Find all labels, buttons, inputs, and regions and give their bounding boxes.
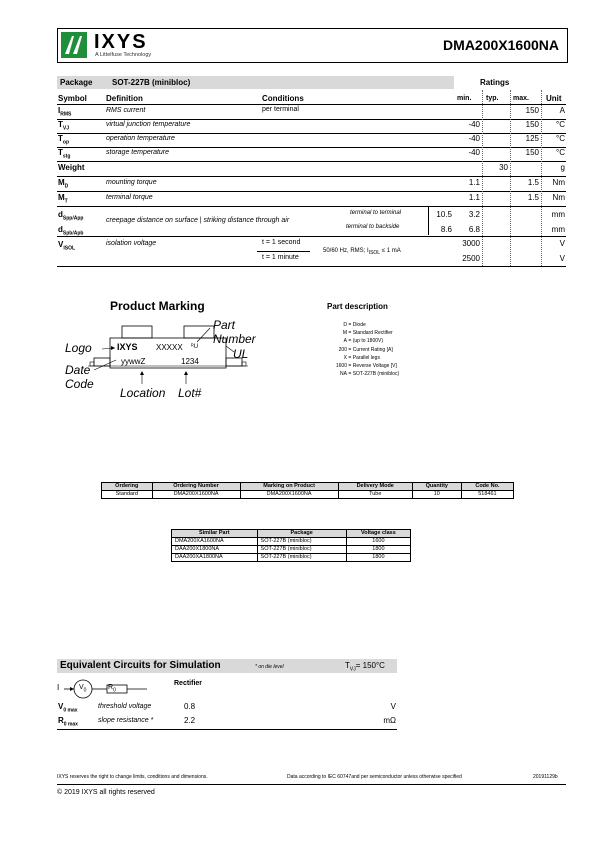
- part-description-item: X = Parallel legs: [343, 354, 380, 361]
- creepage-v2b: 6.8: [468, 225, 480, 234]
- circuit-current-label: I: [57, 683, 60, 692]
- equivalent-unit: mΩ: [383, 716, 396, 725]
- col-min: min.: [457, 95, 472, 102]
- isolation-cond-2: t = 1 minute: [262, 254, 299, 261]
- col-typ: typ.: [486, 95, 499, 102]
- rating-definition: operation temperature: [106, 135, 175, 142]
- equivalent-value: 0.8: [184, 702, 196, 711]
- equivalent-definition: slope resistance *: [98, 717, 154, 724]
- isolation-definition: isolation voltage: [106, 240, 157, 247]
- isolation-min-1: 3000: [462, 239, 480, 248]
- logo-callout: Logo: [65, 341, 92, 355]
- equivalent-title: Equivalent Circuits for Simulation: [60, 660, 221, 671]
- rating-max: 150: [525, 106, 539, 115]
- rating-symbol: $I_{RMS}$: [58, 106, 72, 118]
- table-row: [172, 554, 411, 562]
- rating-max: 1.5: [527, 178, 539, 187]
- table-cell: Tube: [338, 491, 412, 499]
- table-cell: SOT-227B (minibloc): [257, 546, 346, 554]
- part-description-item: A = (up to 1800V): [343, 338, 384, 345]
- logo-text: IXYS: [94, 31, 148, 53]
- part-description-item: 1600 = Reverse Voltage [V]: [335, 363, 397, 369]
- table-header-cell: Quantity: [412, 483, 461, 491]
- equivalent-symbol: $R_{0 max}$: [58, 716, 78, 728]
- rating-definition: RMS current: [106, 107, 146, 114]
- rating-symbol: $M_D$: [58, 178, 69, 190]
- equivalent-unit: V: [390, 702, 396, 711]
- rating-max: 150: [525, 120, 539, 129]
- table-row: [172, 538, 411, 546]
- footer-middle: Data according to IEC 60747and per semiconductor unless otherwise specified: [287, 774, 462, 780]
- rating-definition: mounting torque: [106, 179, 157, 186]
- symbol-d-spp: $d_{Spp/App}$: [58, 210, 84, 222]
- date-callout-1: Date: [65, 363, 91, 377]
- rating-max: 125: [525, 134, 539, 143]
- isolation-cond-mid: 50/60 Hz, RMS; $I_{ISOL} \le 1$ mA: [323, 248, 401, 257]
- table-header-cell: Code No.: [461, 483, 513, 491]
- rating-min: -40: [468, 148, 480, 157]
- symbol-d-spb: $d_{Spb/Apb}$: [58, 225, 84, 237]
- table-row: [102, 491, 514, 499]
- isolation-cond-1: t = 1 second: [262, 239, 301, 246]
- part-description-item: NA = SOT-227B (minibloc): [340, 371, 400, 378]
- rating-symbol: $T_{op}$: [58, 134, 69, 146]
- rating-unit: °C: [556, 120, 565, 129]
- creepage-unit-2: mm: [551, 225, 565, 234]
- isolation-min-2: 2500: [462, 254, 480, 263]
- chip-lot: 1234: [181, 357, 199, 366]
- rating-max: 1.5: [527, 193, 539, 202]
- similar-parts-table: [171, 529, 411, 562]
- table-cell: DMA200XA1600NA: [172, 538, 258, 546]
- col-definition: Definition: [106, 94, 143, 103]
- col-unit: Unit: [546, 94, 562, 103]
- rating-max: 150: [525, 148, 539, 157]
- rating-symbol: $M_T$: [58, 193, 68, 205]
- ordering-table: [101, 482, 514, 499]
- rating-min: -40: [468, 120, 480, 129]
- rating-definition: virtual junction temperature: [106, 121, 191, 128]
- equivalent-symbol: $V_{0 max}$: [58, 702, 78, 714]
- equivalent-bar: [57, 659, 397, 673]
- footer-left: IXYS reserves the right to change limits, conditions and dimensions.: [57, 774, 208, 780]
- rating-unit: Nm: [552, 193, 565, 202]
- creepage-cond-1: terminal to terminal: [350, 210, 402, 216]
- circuit-v0-label: $V_0$: [79, 684, 87, 694]
- part-callout-2: Number: [213, 332, 256, 346]
- rating-symbol: $T_{VJ}$: [58, 120, 70, 132]
- table-cell: 1800: [346, 546, 410, 554]
- package-bar: [57, 76, 454, 89]
- creepage-v1b: 3.2: [468, 210, 480, 219]
- equivalent-definition: threshold voltage: [98, 703, 152, 710]
- equivalent-temp: $T_{VJ}= 150^\circ C$: [345, 661, 385, 673]
- circuit-r0-label: $R_0$: [108, 684, 116, 694]
- part-description-title: Part description: [327, 302, 388, 311]
- isolation-unit-2: V: [559, 254, 565, 263]
- package-value: SOT-227B (minibloc): [112, 78, 191, 87]
- isolation-unit-1: V: [559, 239, 565, 248]
- creepage-v2a: 8.6: [440, 225, 452, 234]
- table-header-cell: Marking on Product: [240, 483, 338, 491]
- rating-definition: storage temperature: [106, 149, 170, 156]
- part-callout-1: Part: [213, 318, 236, 332]
- table-row: [172, 546, 411, 554]
- table-cell: DMA200X1600NA: [240, 491, 338, 499]
- table-cell: DMA200X1600NA: [152, 491, 240, 499]
- table-header-cell: Ordering: [102, 483, 153, 491]
- creepage-cond-2: terminal to backside: [346, 224, 400, 230]
- table-header-cell: Package: [257, 530, 346, 538]
- ul-callout: UL: [233, 347, 249, 361]
- table-header-cell: Voltage class: [346, 530, 410, 538]
- part-description-item: D = Diode: [343, 322, 366, 328]
- chip-part: XXXXX: [156, 343, 183, 352]
- table-cell: 518461: [461, 491, 513, 499]
- creepage-v1a: 10.5: [436, 210, 452, 219]
- table-cell: 1600: [346, 538, 410, 546]
- table-header-cell: Similar Part: [172, 530, 258, 538]
- date-callout-2: Code: [65, 377, 94, 391]
- symbol-v-isol: $V_{ISOL}$: [58, 240, 76, 252]
- part-description-item: 200 = Current Rating [A]: [338, 346, 393, 353]
- col-conditions: Conditions: [262, 94, 304, 103]
- ixys-logo-icon: [61, 32, 87, 58]
- table-cell: 10: [412, 491, 461, 499]
- part-number-title: DMA200X1600NA: [443, 37, 559, 53]
- table-cell: SOT-227B (minibloc): [257, 554, 346, 562]
- part-description-item: M = Standard Rectifier: [342, 330, 393, 337]
- equivalent-note: * on die level: [255, 664, 284, 670]
- document-header: [57, 28, 568, 63]
- rating-unit: Nm: [552, 178, 565, 187]
- table-header-cell: Ordering Number: [152, 483, 240, 491]
- ratings-label: Ratings: [480, 78, 510, 87]
- table-cell: 1800: [346, 554, 410, 562]
- table-header-cell: Delivery Mode: [338, 483, 412, 491]
- rating-min: -40: [468, 134, 480, 143]
- copyright: © 2019 IXYS all rights reserved: [57, 789, 155, 796]
- chip-date: yywwZ: [121, 357, 146, 366]
- creepage-definition: creepage distance on surface | striking distance through air: [106, 217, 290, 224]
- chip-brand: IXYS: [117, 342, 138, 352]
- package-label: Package: [60, 78, 93, 87]
- rating-unit: °C: [556, 148, 565, 157]
- table-cell: SOT-227B (minibloc): [257, 538, 346, 546]
- rating-unit: A: [559, 106, 565, 115]
- creepage-unit-1: mm: [551, 210, 565, 219]
- rating-unit: °C: [556, 134, 565, 143]
- table-cell: DAA200X1800NA: [172, 546, 258, 554]
- location-callout: Location: [120, 386, 166, 400]
- rectifier-label: Rectifier: [174, 680, 203, 687]
- product-marking-title: Product Marking: [110, 299, 205, 313]
- rating-min: 1.1: [468, 193, 480, 202]
- col-symbol: Symbol: [58, 94, 87, 103]
- footer-right: 20191129b: [533, 774, 558, 780]
- lot-callout: Lot#: [178, 386, 202, 400]
- rating-symbol: Weight: [58, 163, 85, 172]
- logo-subtitle: A Littelfuse Technology: [95, 52, 152, 58]
- rating-definition: terminal torque: [106, 194, 153, 201]
- col-max: max.: [513, 95, 529, 102]
- table-cell: Standard: [102, 491, 153, 499]
- chip-ul: ᴿU: [191, 344, 199, 350]
- rating-min: 1.1: [468, 178, 480, 187]
- equivalent-value: 2.2: [184, 716, 196, 725]
- rating-symbol: $T_{stg}$: [58, 148, 71, 160]
- rating-unit: g: [560, 163, 565, 172]
- table-cell: DAA200XA1800NA: [172, 554, 258, 562]
- rating-condition: per terminal: [262, 106, 299, 113]
- rating-typ: 30: [499, 163, 508, 172]
